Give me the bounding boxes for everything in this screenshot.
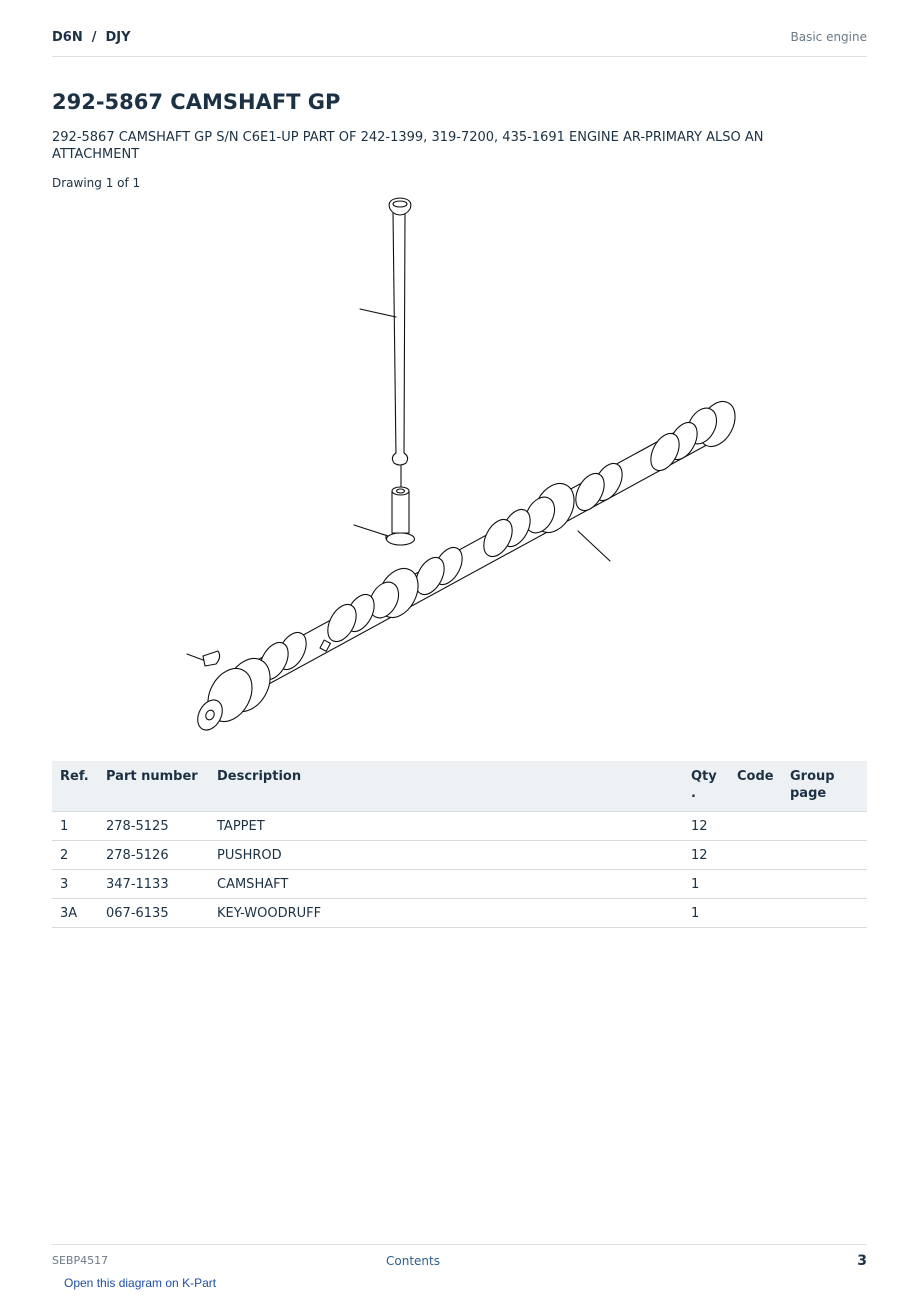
tappet-drawing <box>354 466 415 545</box>
cell-code <box>729 812 782 841</box>
col-header-ref: Ref. <box>52 761 98 812</box>
cell-group-page <box>782 870 867 899</box>
cell-ref: 3 <box>52 870 98 899</box>
page-header <box>52 28 867 57</box>
cell-qty: 1 <box>683 899 729 928</box>
woodruff-key-drawing <box>187 651 220 666</box>
part-description: 292-5867 CAMSHAFT GP S/N C6E1-UP PART OF 242-1399, 319-7200, 435-1691 ENGINE AR-PRIMARY ALSO AN ATTACHMENT <box>52 130 764 162</box>
pushrod-drawing <box>360 198 411 465</box>
leader-line <box>354 525 388 536</box>
breadcrumb-model: D6N <box>52 30 83 45</box>
cell-ref: 1 <box>52 812 98 841</box>
leader-line <box>578 531 610 561</box>
table-row <box>52 870 867 899</box>
cell-code <box>729 870 782 899</box>
cell-part-number: 278-5125 <box>98 812 209 841</box>
col-header-part-number: Part number <box>98 761 209 812</box>
cell-description: PUSHROD <box>209 841 683 870</box>
section-name: Basic engine <box>790 30 867 44</box>
cell-description: KEY-WOODRUFF <box>209 899 683 928</box>
cell-group-page <box>782 899 867 928</box>
camshaft-diagram <box>150 195 770 745</box>
cell-group-page <box>782 812 867 841</box>
contents-link[interactable]: Contents <box>386 1254 440 1268</box>
cell-description: TAPPET <box>209 812 683 841</box>
cell-code <box>729 841 782 870</box>
col-header-description: Description <box>209 761 683 812</box>
cell-description: CAMSHAFT <box>209 870 683 899</box>
breadcrumb-separator: / <box>91 30 97 45</box>
parts-table <box>52 761 867 928</box>
page-footer <box>52 1244 867 1269</box>
document-id: SEBP4517 <box>52 1254 109 1267</box>
cell-part-number: 347-1133 <box>98 870 209 899</box>
cell-qty: 12 <box>683 812 729 841</box>
drawing-label: Drawing 1 of 1 <box>52 176 141 190</box>
table-row <box>52 841 867 870</box>
cell-ref: 3A <box>52 899 98 928</box>
page-number: 3 <box>857 1253 867 1269</box>
col-header-qty: Qty . <box>683 761 729 812</box>
table-row <box>52 899 867 928</box>
open-kpart-link[interactable]: Open this diagram on K-Part <box>64 1276 217 1290</box>
cell-qty: 12 <box>683 841 729 870</box>
cell-code <box>729 899 782 928</box>
leader-line <box>187 654 203 660</box>
breadcrumb <box>52 30 131 45</box>
leader-line <box>360 309 396 317</box>
col-header-code: Code <box>729 761 782 812</box>
breadcrumb-prefix: DJY <box>105 30 131 45</box>
table-header-row <box>52 761 867 812</box>
cell-part-number: 067-6135 <box>98 899 209 928</box>
col-header-group-page: Group page <box>782 761 867 812</box>
table-row <box>52 812 867 841</box>
cell-ref: 2 <box>52 841 98 870</box>
page-title: 292-5867 CAMSHAFT GP <box>52 90 341 114</box>
cell-part-number: 278-5126 <box>98 841 209 870</box>
camshaft-drawing <box>193 395 743 734</box>
cell-group-page <box>782 841 867 870</box>
cell-qty: 1 <box>683 870 729 899</box>
